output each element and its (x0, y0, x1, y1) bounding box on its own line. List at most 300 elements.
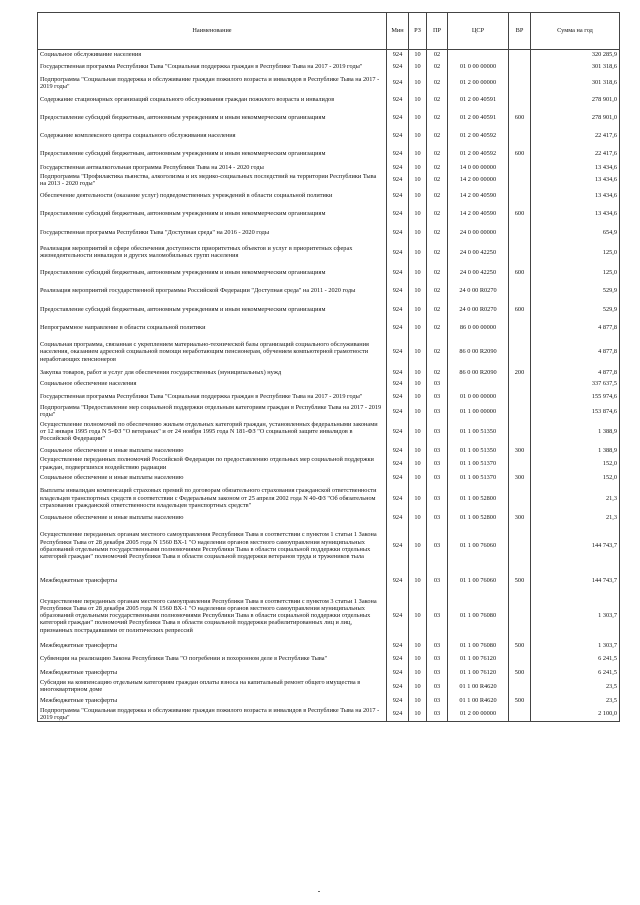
cell-csr: 14 2 00 00000 (448, 173, 509, 187)
cell-min: 924 (387, 224, 409, 241)
cell-name: Предоставление субсидий бюджетным, автономным учреждениям и иным некоммерческим организациям (38, 264, 387, 282)
cell-pr: 03 (427, 523, 448, 569)
cell-sum: 301 318,6 (531, 75, 620, 92)
cell-vr (509, 378, 531, 389)
cell-min: 924 (387, 92, 409, 108)
cell-sum: 144 743,7 (531, 523, 620, 569)
cell-csr (448, 50, 509, 59)
cell-sum: 4 877,8 (531, 336, 620, 368)
cell-vr: 600 (509, 300, 531, 319)
cell-min: 924 (387, 471, 409, 485)
cell-vr: 500 (509, 666, 531, 679)
cell-name: Предоставление субсидий бюджетным, автономным учреждениям и иным некоммерческим организациям (38, 108, 387, 128)
cell-name: Межбюджетные трансферты (38, 666, 387, 679)
cell-pr: 02 (427, 75, 448, 92)
table-row (38, 282, 620, 300)
cell-sum: 13 434,6 (531, 204, 620, 224)
cell-pr: 02 (427, 264, 448, 282)
cell-vr (509, 128, 531, 145)
cell-pr: 03 (427, 593, 448, 639)
cell-name: Подпрограмма "Социальная поддержка и обслуживание граждан пожилого возраста и инвалидов в Республике Тыва на 2017 - 2019 годы" (38, 707, 387, 722)
table-row (38, 59, 620, 75)
table-row (38, 319, 620, 336)
cell-rz: 10 (409, 173, 427, 187)
cell-min: 924 (387, 593, 409, 639)
cell-sum: 654,9 (531, 224, 620, 241)
cell-pr: 03 (427, 569, 448, 593)
cell-vr: 500 (509, 569, 531, 593)
cell-csr: 01 1 00 76060 (448, 569, 509, 593)
cell-name: Социальное обеспечение и иные выплаты населению (38, 445, 387, 456)
cell-name: Социальная программа, связанная с укреплением материально-технической базы организаций социального обслуживания населения, оказанием адресной социальной помощи неработающим пенсионерам, обучением компьютерной грамотности неработающих пенсионеров (38, 336, 387, 368)
cell-vr: 600 (509, 264, 531, 282)
page-speck (318, 891, 320, 892)
cell-vr (509, 173, 531, 187)
cell-csr: 01 1 00 52800 (448, 512, 509, 523)
cell-pr: 03 (427, 389, 448, 404)
cell-pr: 02 (427, 282, 448, 300)
table-row (38, 164, 620, 173)
cell-vr (509, 523, 531, 569)
cell-vr (509, 164, 531, 173)
cell-csr: 24 0 00 R0270 (448, 300, 509, 319)
cell-name: Реализация мероприятий государственной программы Российской Федерации "Доступная среда" на 2011 - 2020 годы (38, 282, 387, 300)
cell-rz: 10 (409, 523, 427, 569)
cell-vr (509, 224, 531, 241)
cell-min: 924 (387, 59, 409, 75)
cell-name: Содержание стационарных организаций социального обслуживания граждан пожилого возраста и инвалидов (38, 92, 387, 108)
cell-name: Непрограммное направление в области социальной политики (38, 319, 387, 336)
table-row (38, 368, 620, 378)
cell-rz: 10 (409, 593, 427, 639)
cell-csr: 01 1 00 52800 (448, 485, 509, 512)
cell-csr: 01 2 00 00000 (448, 75, 509, 92)
table-row (38, 336, 620, 368)
cell-csr: 01 2 00 40592 (448, 145, 509, 164)
table-row (38, 389, 620, 404)
table-row (38, 512, 620, 523)
cell-rz: 10 (409, 108, 427, 128)
cell-csr: 86 0 00 R2090 (448, 368, 509, 378)
cell-vr: 500 (509, 694, 531, 707)
header-rz: РЗ (409, 13, 427, 50)
cell-min: 924 (387, 264, 409, 282)
cell-pr: 03 (427, 418, 448, 445)
cell-name: Межбюджетные трансферты (38, 639, 387, 652)
cell-rz: 10 (409, 378, 427, 389)
cell-pr: 03 (427, 652, 448, 666)
cell-sum: 23,5 (531, 694, 620, 707)
cell-pr: 02 (427, 241, 448, 264)
cell-min: 924 (387, 282, 409, 300)
cell-sum: 1 303,7 (531, 593, 620, 639)
cell-rz: 10 (409, 666, 427, 679)
cell-sum: 4 877,8 (531, 319, 620, 336)
cell-name: Субвенции на реализацию Закона Республики Тыва "О погребении и похоронном деле в Республике Тыва" (38, 652, 387, 666)
cell-csr: 24 0 00 00000 (448, 224, 509, 241)
cell-vr: 600 (509, 145, 531, 164)
cell-sum: 2 100,0 (531, 707, 620, 722)
cell-sum: 13 434,6 (531, 164, 620, 173)
cell-pr: 02 (427, 173, 448, 187)
table-row (38, 128, 620, 145)
cell-name: Предоставление субсидий бюджетным, автономным учреждениям и иным некоммерческим организациям (38, 300, 387, 319)
cell-csr: 01 1 00 76120 (448, 666, 509, 679)
cell-name: Выплаты инвалидам компенсаций страховых премий по договорам обязательного страхования гражданской ответственности владельцев транспортных средств в соответствии с Федеральным законом от 25 апреля 2002 года N 40-ФЗ "Об обязательном страховании гражданской ответственности владельцев транспортных средств" (38, 485, 387, 512)
cell-rz: 10 (409, 445, 427, 456)
cell-min: 924 (387, 652, 409, 666)
cell-min: 924 (387, 145, 409, 164)
cell-min: 924 (387, 445, 409, 456)
cell-csr: 01 1 00 76080 (448, 593, 509, 639)
cell-vr (509, 679, 531, 694)
cell-min: 924 (387, 512, 409, 523)
cell-vr (509, 59, 531, 75)
cell-rz: 10 (409, 300, 427, 319)
cell-csr: 01 2 00 40591 (448, 108, 509, 128)
cell-rz: 10 (409, 456, 427, 470)
cell-rz: 10 (409, 145, 427, 164)
cell-min: 924 (387, 368, 409, 378)
cell-name: Государственная программа Республики Тыва "Социальная поддержка граждан в Республике Тыва на 2017 - 2019 годы" (38, 389, 387, 404)
cell-vr (509, 485, 531, 512)
cell-rz: 10 (409, 204, 427, 224)
cell-csr: 24 0 00 R0270 (448, 282, 509, 300)
cell-pr: 03 (427, 485, 448, 512)
cell-vr: 500 (509, 639, 531, 652)
cell-sum: 22 417,6 (531, 128, 620, 145)
cell-rz: 10 (409, 164, 427, 173)
table-row (38, 173, 620, 187)
cell-csr: 24 0 00 42250 (448, 241, 509, 264)
cell-min: 924 (387, 187, 409, 204)
table-row (38, 666, 620, 679)
cell-pr: 02 (427, 145, 448, 164)
table-row (38, 404, 620, 418)
cell-name: Субсидия на компенсацию отдельным категориям граждан оплаты взноса на капитальный ремонт общего имущества в многоквартирном доме (38, 679, 387, 694)
table-row (38, 264, 620, 282)
cell-name: Государственная программа Республики Тыва "Социальная поддержка граждан в Республике Тыва на 2017 - 2019 годы" (38, 59, 387, 75)
cell-rz: 10 (409, 404, 427, 418)
cell-sum: 23,5 (531, 679, 620, 694)
cell-name: Межбюджетные трансферты (38, 569, 387, 593)
cell-sum: 529,9 (531, 282, 620, 300)
cell-vr (509, 389, 531, 404)
cell-rz: 10 (409, 128, 427, 145)
cell-pr: 03 (427, 666, 448, 679)
cell-vr (509, 187, 531, 204)
cell-pr: 03 (427, 404, 448, 418)
cell-vr (509, 593, 531, 639)
table-row (38, 523, 620, 569)
cell-min: 924 (387, 241, 409, 264)
cell-vr: 300 (509, 512, 531, 523)
cell-sum: 1 388,9 (531, 445, 620, 456)
cell-pr: 03 (427, 445, 448, 456)
cell-vr: 600 (509, 204, 531, 224)
cell-name: Осуществление полномочий по обеспечению жильем отдельных категорий граждан, установленных федеральными законами от 12 января 1995 года N 5-ФЗ "О ветеранах" и от 24 ноября 1995 года N 181-ФЗ "О социальной защите инвалидов в Российской Федерации" (38, 418, 387, 445)
cell-csr: 01 1 00 51370 (448, 471, 509, 485)
cell-min: 924 (387, 378, 409, 389)
cell-sum: 1 388,9 (531, 418, 620, 445)
cell-min: 924 (387, 707, 409, 722)
cell-vr: 200 (509, 368, 531, 378)
cell-rz: 10 (409, 485, 427, 512)
cell-pr: 02 (427, 368, 448, 378)
cell-rz: 10 (409, 569, 427, 593)
table-body (38, 50, 620, 722)
table-row (38, 694, 620, 707)
cell-pr: 02 (427, 187, 448, 204)
cell-min: 924 (387, 639, 409, 652)
cell-pr: 02 (427, 336, 448, 368)
cell-csr: 01 1 00 R4620 (448, 694, 509, 707)
cell-pr: 03 (427, 639, 448, 652)
table-row (38, 418, 620, 445)
cell-min: 924 (387, 204, 409, 224)
cell-vr (509, 456, 531, 470)
cell-rz: 10 (409, 512, 427, 523)
header-min: Мин (387, 13, 409, 50)
cell-sum: 301 318,6 (531, 59, 620, 75)
table-row (38, 639, 620, 652)
budget-document (37, 12, 619, 722)
cell-csr: 01 2 00 40592 (448, 128, 509, 145)
cell-min: 924 (387, 50, 409, 59)
cell-rz: 10 (409, 59, 427, 75)
cell-rz: 10 (409, 75, 427, 92)
cell-rz: 10 (409, 707, 427, 722)
header-vr: ВР (509, 13, 531, 50)
cell-csr: 01 1 00 76060 (448, 523, 509, 569)
cell-name: Осуществление переданных органам местного самоуправления Республики Тыва в соответствии с пунктом 1 статьи 1 Закона Республики Тыва от 28 декабря 2005 года N 1560 ВХ-1 "О наделении органов местного самоуправления муниципальных образований отдельными государственными полномочиями Республики Тыва в области социальной поддержки отдельных категорий граждан" полномочий Республики Тыва в области социальной поддержки ветеранов труда и тружеников тыла (38, 523, 387, 569)
table-row (38, 445, 620, 456)
cell-vr (509, 707, 531, 722)
cell-name: Осуществление переданных органам местного самоуправления Республики Тыва в соответствии с пунктом 3 статьи 1 Закона Республики Тыва от 28 декабря 2005 года N 1560 ВХ-1 "О наделении органов местного самоуправления муниципальных образований отдельными государственными полномочиями Республики Тыва в области социальной поддержки отдельных категорий граждан" полномочий Республики Тыва в области социальной поддержки реабилитированных лиц и лиц, признанных пострадавшими от политических репрессий (38, 593, 387, 639)
cell-min: 924 (387, 694, 409, 707)
cell-rz: 10 (409, 264, 427, 282)
cell-name: Предоставление субсидий бюджетным, автономным учреждениям и иным некоммерческим организациям (38, 145, 387, 164)
cell-name: Социальное обеспечение и иные выплаты населению (38, 512, 387, 523)
cell-csr: 01 0 00 00000 (448, 389, 509, 404)
cell-rz: 10 (409, 389, 427, 404)
cell-csr: 24 0 00 42250 (448, 264, 509, 282)
table-row (38, 108, 620, 128)
cell-sum: 337 637,5 (531, 378, 620, 389)
cell-sum: 6 241,5 (531, 652, 620, 666)
table-row (38, 224, 620, 241)
cell-csr: 01 2 00 00000 (448, 707, 509, 722)
cell-min: 924 (387, 173, 409, 187)
cell-pr: 03 (427, 707, 448, 722)
cell-rz: 10 (409, 282, 427, 300)
cell-name: Закупка товаров, работ и услуг для обеспечения государственных (муниципальных) нужд (38, 368, 387, 378)
cell-pr: 02 (427, 92, 448, 108)
cell-name: Государственная программа Республики Тыва "Доступная среда" на 2016 - 2020 годы (38, 224, 387, 241)
cell-rz: 10 (409, 418, 427, 445)
cell-sum: 152,0 (531, 456, 620, 470)
cell-csr: 86 0 00 R2090 (448, 336, 509, 368)
cell-sum: 152,0 (531, 471, 620, 485)
table-header-row (38, 13, 620, 50)
cell-csr: 14 2 00 40590 (448, 204, 509, 224)
cell-pr: 02 (427, 204, 448, 224)
cell-min: 924 (387, 75, 409, 92)
cell-csr: 01 2 00 40591 (448, 92, 509, 108)
cell-pr: 02 (427, 300, 448, 319)
cell-sum: 144 743,7 (531, 569, 620, 593)
cell-csr: 01 1 00 51350 (448, 445, 509, 456)
cell-vr (509, 418, 531, 445)
cell-pr: 02 (427, 128, 448, 145)
cell-sum: 125,0 (531, 264, 620, 282)
cell-pr: 03 (427, 679, 448, 694)
cell-csr: 01 0 00 00000 (448, 59, 509, 75)
cell-min: 924 (387, 418, 409, 445)
cell-vr: 600 (509, 108, 531, 128)
cell-sum: 125,0 (531, 241, 620, 264)
cell-pr: 02 (427, 224, 448, 241)
cell-csr: 14 2 00 40590 (448, 187, 509, 204)
cell-name: Подпрограмма "Предоставление мер социальной поддержки отдельным категориям граждан в Республике Тыва на 2017 - 2019 годы" (38, 404, 387, 418)
cell-pr: 03 (427, 512, 448, 523)
cell-pr: 02 (427, 50, 448, 59)
cell-csr: 01 1 00 51350 (448, 418, 509, 445)
cell-vr (509, 336, 531, 368)
header-name: Наименование (38, 13, 387, 50)
table-row (38, 145, 620, 164)
cell-vr (509, 652, 531, 666)
cell-rz: 10 (409, 50, 427, 59)
cell-name: Осуществление переданных полномочий Российской Федерации по предоставлению отдельных мер социальной поддержки граждан, подвергшихся воздействию радиации (38, 456, 387, 470)
cell-vr (509, 319, 531, 336)
cell-sum: 529,9 (531, 300, 620, 319)
cell-csr: 86 0 00 00000 (448, 319, 509, 336)
cell-rz: 10 (409, 241, 427, 264)
cell-name: Предоставление субсидий бюджетным, автономным учреждениям и иным некоммерческим организациям (38, 204, 387, 224)
cell-pr: 02 (427, 164, 448, 173)
cell-name: Социальное обеспечение населения (38, 378, 387, 389)
cell-sum: 13 434,6 (531, 173, 620, 187)
cell-min: 924 (387, 336, 409, 368)
cell-rz: 10 (409, 639, 427, 652)
cell-min: 924 (387, 404, 409, 418)
cell-rz: 10 (409, 652, 427, 666)
cell-name: Реализация мероприятий в сфере обеспечения доступности приоритетных объектов и услуг в приоритетных сферах жизнедеятельности инвалидов и других маломобильных групп населения (38, 241, 387, 264)
cell-sum: 278 901,0 (531, 108, 620, 128)
cell-sum: 21,3 (531, 485, 620, 512)
cell-name: Подпрограмма "Социальная поддержка и обслуживание граждан пожилого возраста и инвалидов в Республике Тыва на 2017 - 2019 годы" (38, 75, 387, 92)
table-row (38, 679, 620, 694)
cell-vr: 300 (509, 445, 531, 456)
cell-min: 924 (387, 485, 409, 512)
cell-min: 924 (387, 319, 409, 336)
cell-csr: 01 1 00 76120 (448, 652, 509, 666)
table-row (38, 204, 620, 224)
cell-name: Межбюджетные трансферты (38, 694, 387, 707)
header-sum: Сумма на год (531, 13, 620, 50)
cell-rz: 10 (409, 694, 427, 707)
cell-name: Государственная антиалкогольная программа Республики Тыва на 2014 - 2020 годы (38, 164, 387, 173)
table-row (38, 593, 620, 639)
cell-pr: 02 (427, 319, 448, 336)
cell-vr (509, 241, 531, 264)
cell-name: Социальное обслуживание населения (38, 50, 387, 59)
cell-rz: 10 (409, 368, 427, 378)
cell-min: 924 (387, 569, 409, 593)
cell-sum: 13 434,6 (531, 187, 620, 204)
cell-pr: 02 (427, 108, 448, 128)
cell-csr: 01 1 00 R4620 (448, 679, 509, 694)
cell-vr (509, 75, 531, 92)
cell-sum: 6 241,5 (531, 666, 620, 679)
cell-pr: 03 (427, 378, 448, 389)
cell-name: Социальное обеспечение и иные выплаты населению (38, 471, 387, 485)
header-csr: ЦСР (448, 13, 509, 50)
cell-sum: 21,3 (531, 512, 620, 523)
cell-csr: 01 1 00 00000 (448, 404, 509, 418)
table-row (38, 187, 620, 204)
cell-rz: 10 (409, 336, 427, 368)
cell-name: Обеспечение деятельности (оказание услуг) подведомственных учреждений в области социальной политики (38, 187, 387, 204)
cell-pr: 03 (427, 456, 448, 470)
cell-min: 924 (387, 679, 409, 694)
cell-rz: 10 (409, 471, 427, 485)
cell-min: 924 (387, 389, 409, 404)
cell-pr: 02 (427, 59, 448, 75)
cell-vr (509, 282, 531, 300)
table-row (38, 652, 620, 666)
cell-rz: 10 (409, 92, 427, 108)
cell-name: Содержание комплексного центра социального обслуживания населения (38, 128, 387, 145)
cell-sum: 1 303,7 (531, 639, 620, 652)
cell-min: 924 (387, 128, 409, 145)
cell-csr (448, 378, 509, 389)
cell-vr (509, 50, 531, 59)
cell-min: 924 (387, 666, 409, 679)
table-row (38, 456, 620, 470)
cell-min: 924 (387, 456, 409, 470)
cell-rz: 10 (409, 187, 427, 204)
cell-min: 924 (387, 300, 409, 319)
table-row (38, 485, 620, 512)
cell-rz: 10 (409, 224, 427, 241)
table-row (38, 241, 620, 264)
cell-sum: 155 974,6 (531, 389, 620, 404)
table-row (38, 378, 620, 389)
cell-pr: 03 (427, 694, 448, 707)
table-row (38, 569, 620, 593)
table-row (38, 75, 620, 92)
cell-vr: 300 (509, 471, 531, 485)
cell-name: Подпрограмма "Профилактика пьянства, алкоголизма и их медико-социальных последствий на территории Республики Тыва на 2013 - 2020 годы" (38, 173, 387, 187)
budget-table (37, 12, 620, 722)
cell-rz: 10 (409, 319, 427, 336)
cell-min: 924 (387, 108, 409, 128)
cell-csr: 01 1 00 76080 (448, 639, 509, 652)
table-row (38, 92, 620, 108)
table-row (38, 50, 620, 59)
cell-vr (509, 92, 531, 108)
cell-min: 924 (387, 164, 409, 173)
cell-rz: 10 (409, 679, 427, 694)
table-row (38, 471, 620, 485)
cell-vr (509, 404, 531, 418)
header-pr: ПР (427, 13, 448, 50)
cell-sum: 22 417,6 (531, 145, 620, 164)
cell-sum: 320 285,9 (531, 50, 620, 59)
cell-csr: 14 0 00 00000 (448, 164, 509, 173)
